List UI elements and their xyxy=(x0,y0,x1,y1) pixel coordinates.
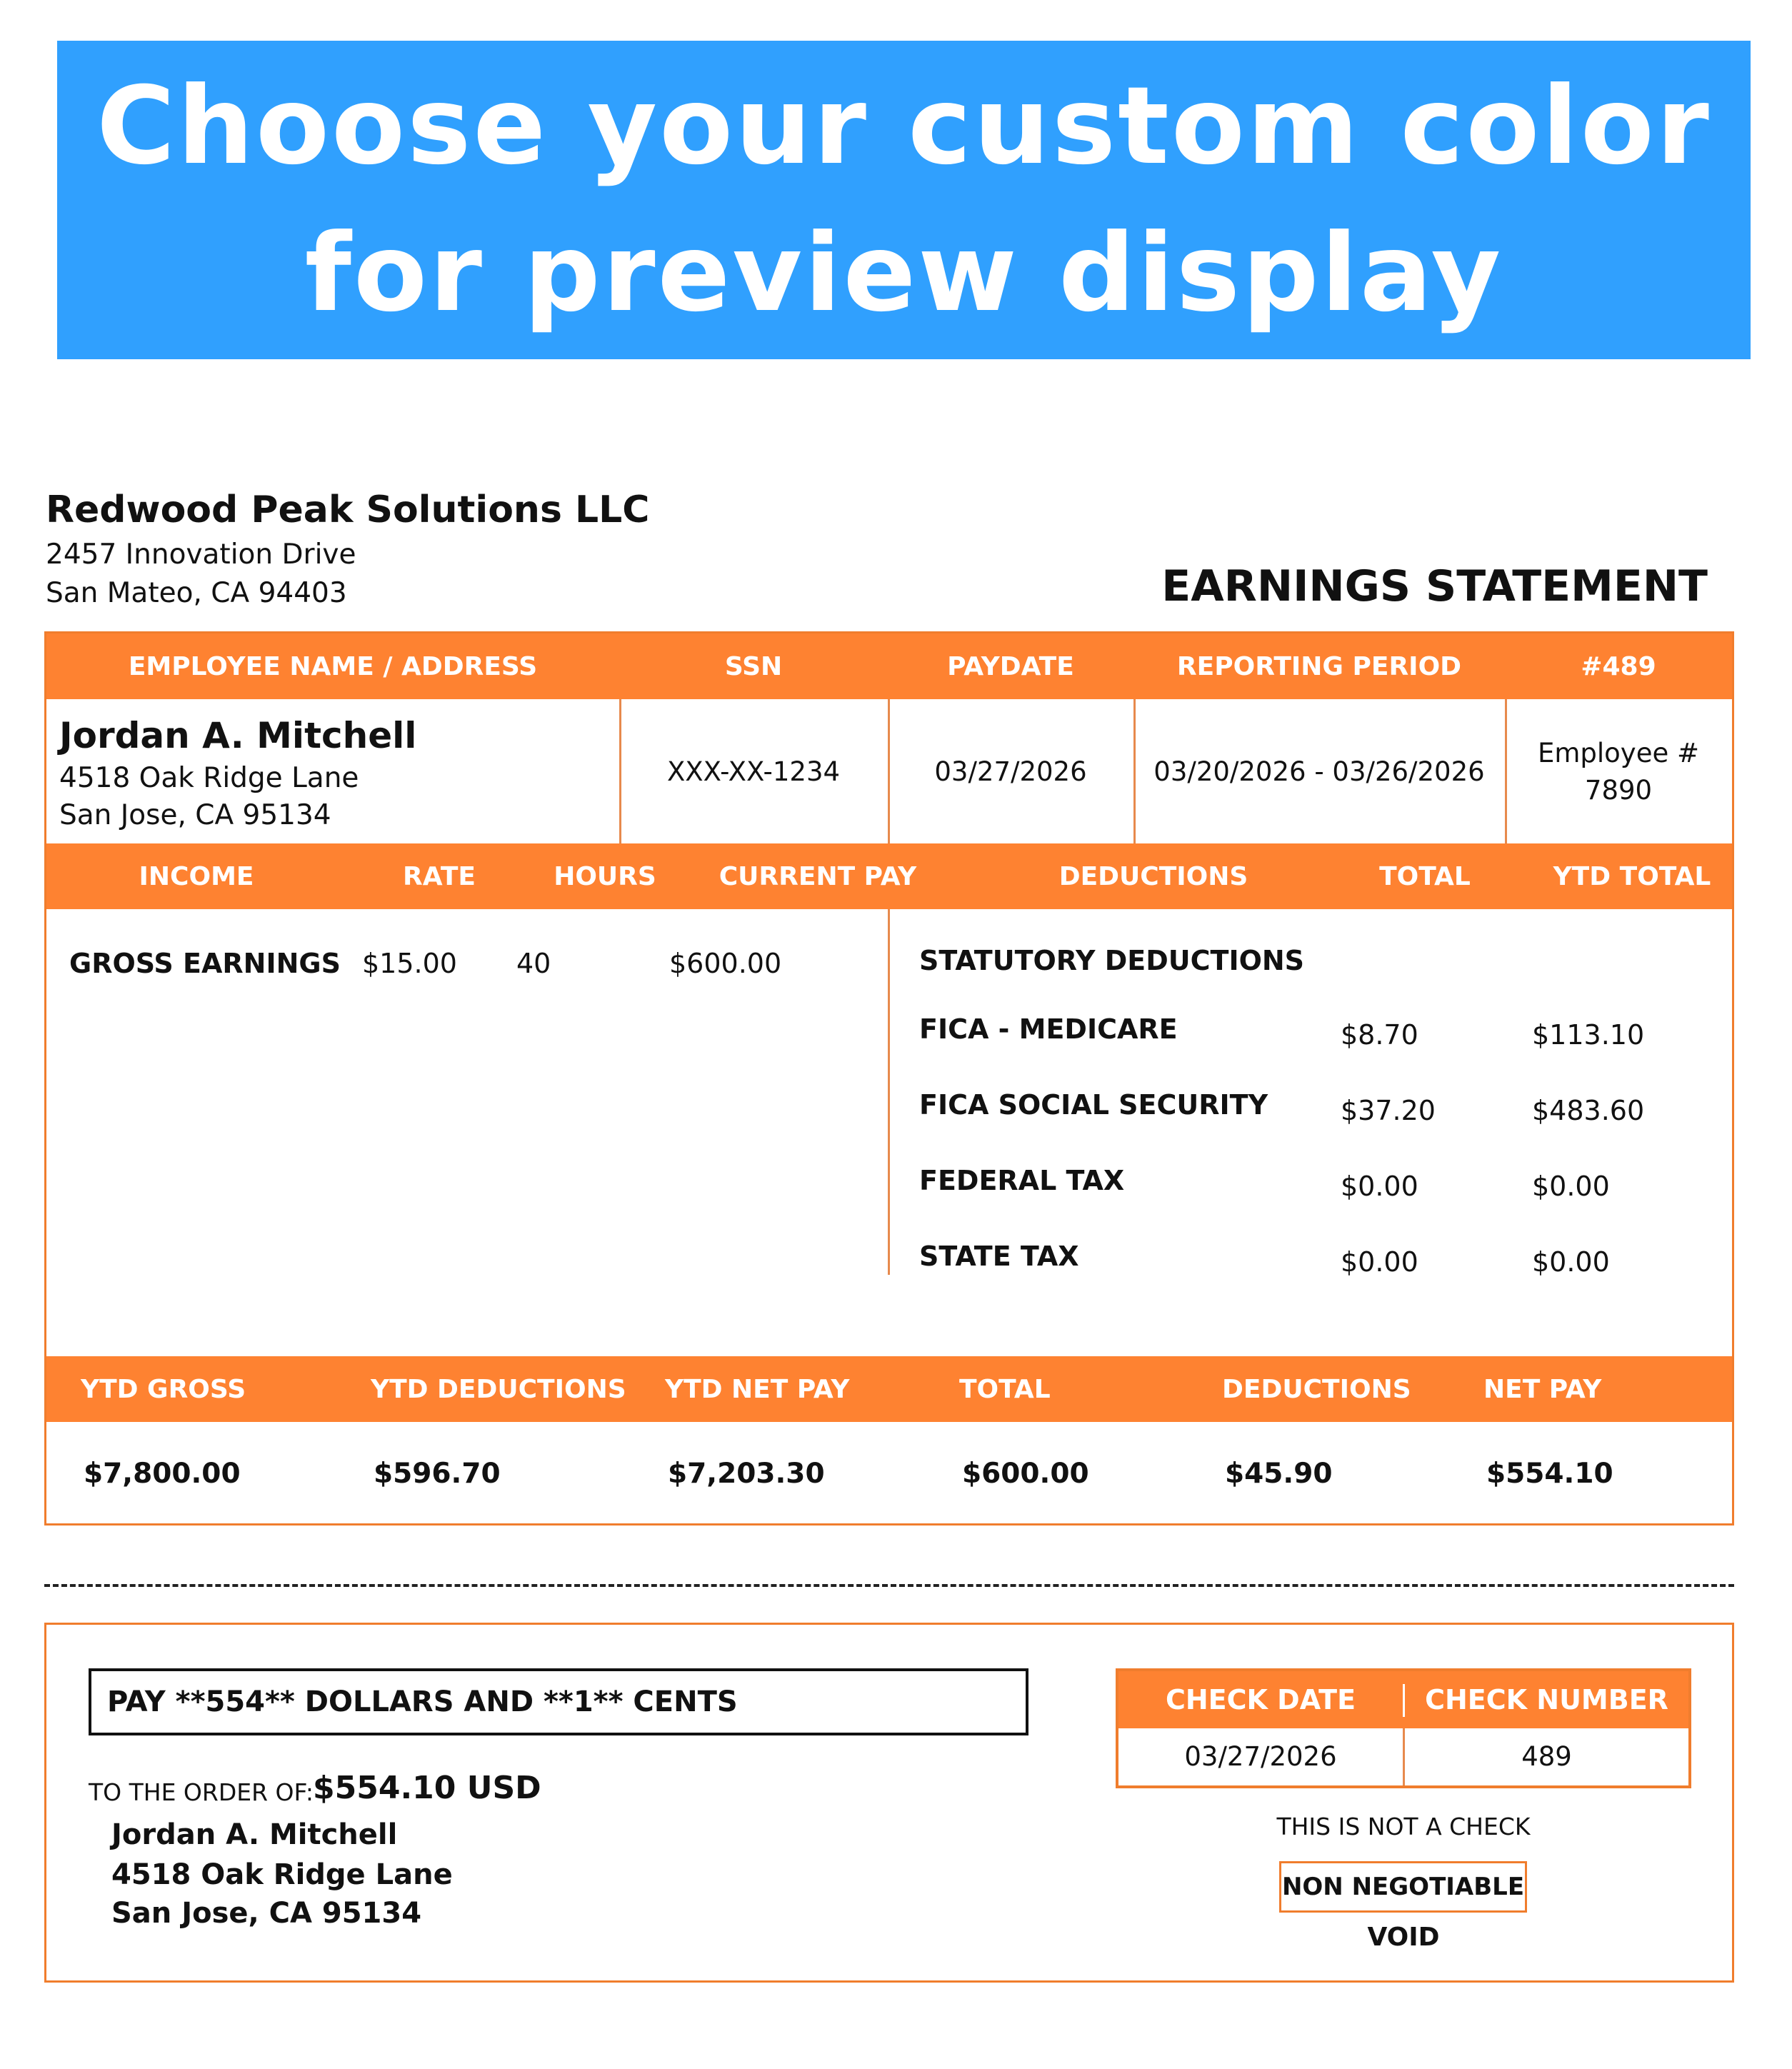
employee-header-row xyxy=(46,633,1732,699)
company-name: Redwood Peak Solutions LLC xyxy=(46,489,650,531)
income-label: GROSS EARNINGS xyxy=(69,948,341,979)
employee-address-line1: 4518 Oak Ridge Lane xyxy=(59,762,359,794)
summary-ytd-net-pay: $7,203.30 xyxy=(668,1458,825,1490)
income-rate: $15.00 xyxy=(362,948,457,979)
employee-address-line2: San Jose, CA 95134 xyxy=(59,799,331,831)
summary-deductions: $45.90 xyxy=(1225,1458,1333,1490)
header-ssn: SSN xyxy=(724,651,783,681)
deduction-total: $0.00 xyxy=(1341,1171,1418,1202)
header-check-number: CHECK NUMBER xyxy=(1425,1684,1668,1715)
non-negotiable-text: NON NEGOTIABLE xyxy=(1281,1873,1525,1901)
deduction-ytd: $0.00 xyxy=(1532,1171,1610,1202)
header-check-date: CHECK DATE xyxy=(1165,1684,1356,1715)
header-total: TOTAL xyxy=(1379,861,1471,891)
income-header-row xyxy=(46,843,1732,909)
employee-name: Jordan A. Mitchell xyxy=(59,715,417,756)
header-income: INCOME xyxy=(139,861,254,891)
deduction-total: $8.70 xyxy=(1341,1019,1418,1051)
employee-paydate: 03/27/2026 xyxy=(934,756,1087,787)
header-deductions: DEDUCTIONS xyxy=(1058,861,1248,891)
header-summary-deductions: DEDUCTIONS xyxy=(1222,1374,1411,1404)
header-net-pay: NET PAY xyxy=(1483,1374,1602,1404)
pay-amount-text: PAY **554** DOLLARS AND **1** CENTS xyxy=(107,1685,738,1718)
check-info-table xyxy=(1116,1668,1691,1788)
income-hours: 40 xyxy=(516,948,551,979)
check-amount: $554.10 USD xyxy=(313,1770,541,1806)
not-a-check-note: THIS IS NOT A CHECK xyxy=(1276,1813,1531,1840)
payee-address-line1: 4518 Oak Ridge Lane xyxy=(111,1858,453,1891)
deduction-ytd: $0.00 xyxy=(1532,1246,1610,1278)
deduction-label: STATE TAX xyxy=(919,1241,1079,1272)
deduction-total: $37.20 xyxy=(1341,1095,1436,1126)
statutory-deductions-heading: STATUTORY DEDUCTIONS xyxy=(919,945,1305,976)
header-hours: HOURS xyxy=(554,861,656,891)
statement-title: EARNINGS STATEMENT xyxy=(1161,561,1708,611)
income-current-pay: $600.00 xyxy=(669,948,782,979)
void-label: VOID xyxy=(1367,1923,1440,1952)
non-negotiable-badge xyxy=(1279,1861,1527,1913)
deduction-ytd: $113.10 xyxy=(1532,1019,1645,1051)
header-current-pay: CURRENT PAY xyxy=(719,861,917,891)
payee-address-line2: San Jose, CA 95134 xyxy=(111,1897,422,1930)
company-address-line1: 2457 Innovation Drive xyxy=(46,538,356,571)
header-period: REPORTING PERIOD xyxy=(1176,651,1462,681)
preview-banner xyxy=(57,41,1751,359)
summary-header-row xyxy=(46,1356,1732,1422)
header-number: #489 xyxy=(1581,651,1656,681)
header-ytd-gross: YTD GROSS xyxy=(81,1374,246,1404)
deduction-label: FEDERAL TAX xyxy=(919,1165,1125,1196)
deduction-ytd: $483.60 xyxy=(1532,1095,1645,1126)
deduction-label: FICA - MEDICARE xyxy=(919,1013,1178,1045)
employee-ssn: XXX-XX-1234 xyxy=(666,756,841,787)
banner-text: Choose your custom color for preview display xyxy=(96,64,1711,336)
deduction-label: FICA SOCIAL SECURITY xyxy=(919,1089,1268,1121)
tear-line xyxy=(44,1584,1734,1587)
header-rate: RATE xyxy=(403,861,476,891)
check-date: 03/27/2026 xyxy=(1184,1741,1337,1772)
summary-ytd-deductions: $596.70 xyxy=(374,1458,501,1490)
employee-period: 03/20/2026 - 03/26/2026 xyxy=(1153,756,1485,787)
header-ytd-net-pay: YTD NET PAY xyxy=(665,1374,850,1404)
header-paydate: PAYDATE xyxy=(947,651,1074,681)
check-number: 489 xyxy=(1521,1741,1572,1772)
summary-net-pay: $554.10 xyxy=(1486,1458,1613,1490)
summary-total: $600.00 xyxy=(962,1458,1089,1490)
summary-ytd-gross: $7,800.00 xyxy=(84,1458,241,1490)
company-address-line2: San Mateo, CA 94403 xyxy=(46,577,347,609)
check-info-header xyxy=(1118,1671,1688,1728)
header-employee: EMPLOYEE NAME / ADDRESS xyxy=(128,651,538,681)
order-label: TO THE ORDER OF: xyxy=(89,1778,314,1806)
header-ytd-total: YTD TOTAL xyxy=(1553,861,1711,891)
payee-name: Jordan A. Mitchell xyxy=(111,1818,398,1851)
header-summary-total: TOTAL xyxy=(959,1374,1051,1404)
employee-number-label: Employee # xyxy=(1537,738,1699,768)
pay-amount-line xyxy=(89,1668,1028,1735)
earnings-statement xyxy=(44,631,1734,1526)
employee-number: 7890 xyxy=(1584,775,1653,806)
header-ytd-deductions: YTD DEDUCTIONS xyxy=(371,1374,626,1404)
deduction-total: $0.00 xyxy=(1341,1246,1418,1278)
